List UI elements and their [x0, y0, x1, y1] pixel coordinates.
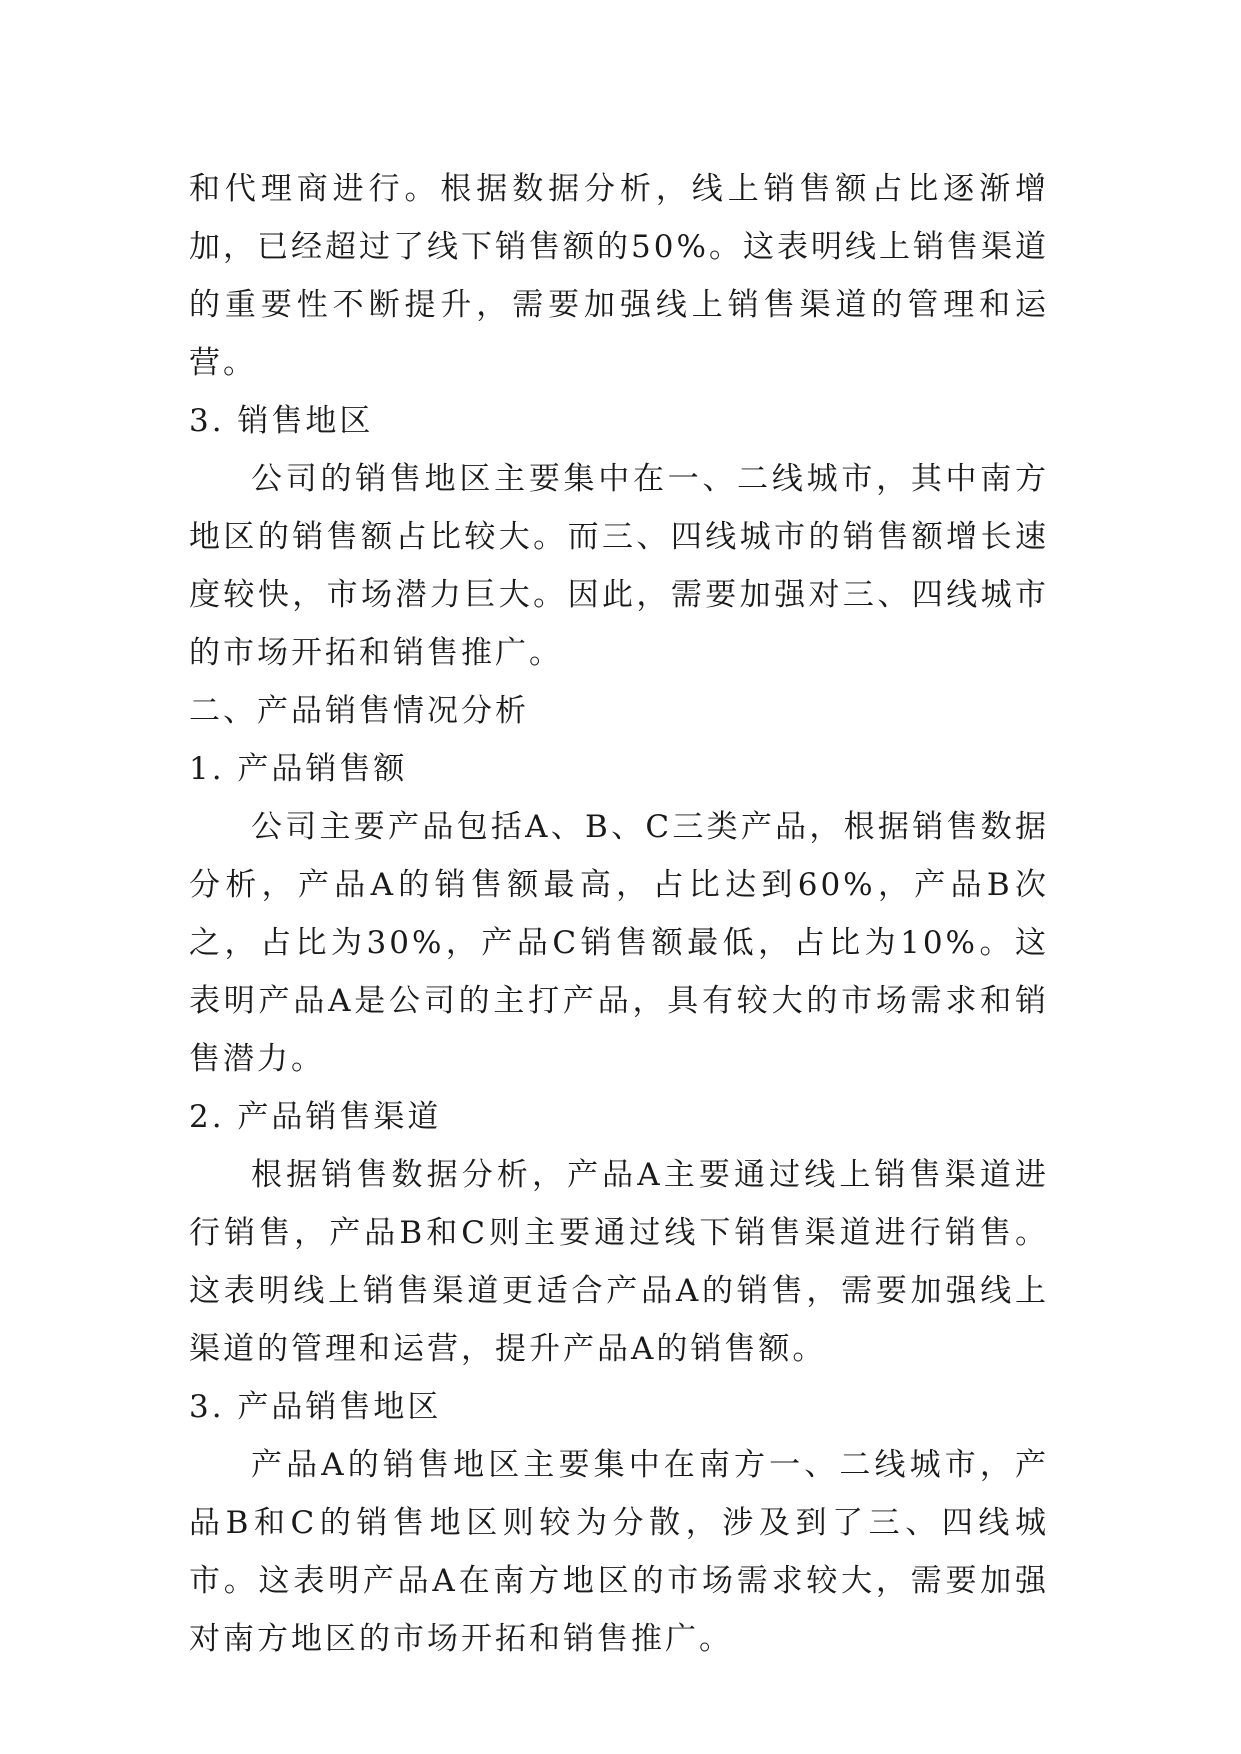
- paragraph-sales-region: 公司的销售地区主要集中在一、二线城市，其中南方地区的销售额占比较大。而三、四线城市的销售额增长速度较快，市场潜力巨大。因此，需要加强对三、四线城市的市场开拓和销售推广。: [189, 461, 1049, 671]
- paragraph-channel-continuation: 和代理商进行。根据数据分析，线上销售额占比逐渐增加，已经超过了线下销售额的50%。这表明线上销售渠道的重要性不断提升，需要加强线上销售渠道的管理和运营。: [189, 171, 1049, 381]
- paragraph-product-channel: 根据销售数据分析，产品A主要通过线上销售渠道进行销售，产品B和C则主要通过线下销售渠道进行销售。这表明线上销售渠道更适合产品A的销售，需要加强线上渠道的管理和运营，提升产品A的销售额。: [189, 1157, 1049, 1367]
- paragraph-product-region: 产品A的销售地区主要集中在南方一、二线城市，产品B和C的销售地区则较为分散，涉及到了三、四线城市。这表明产品A在南方地区的市场需求较大，需要加强对南方地区的市场开拓和销售推广。: [189, 1447, 1049, 1657]
- document-body: [189, 160, 1049, 1668]
- section-heading-product-region: 3. 产品销售地区: [189, 1389, 442, 1425]
- paragraph-product-sales: 公司主要产品包括A、B、C三类产品，根据销售数据分析，产品A的销售额最高，占比达到60%，产品B次之，占比为30%，产品C销售额最低，占比为10%。这表明产品A是公司的主打产品，具有较大的市场需求和销售潜力。: [189, 809, 1049, 1077]
- section-heading-product-sales: 1. 产品销售额: [189, 751, 408, 787]
- section-heading-sales-region: 3. 销售地区: [189, 403, 374, 439]
- chapter-heading-product-analysis: 二、产品销售情况分析: [189, 693, 529, 729]
- section-heading-product-channel: 2. 产品销售渠道: [189, 1099, 442, 1135]
